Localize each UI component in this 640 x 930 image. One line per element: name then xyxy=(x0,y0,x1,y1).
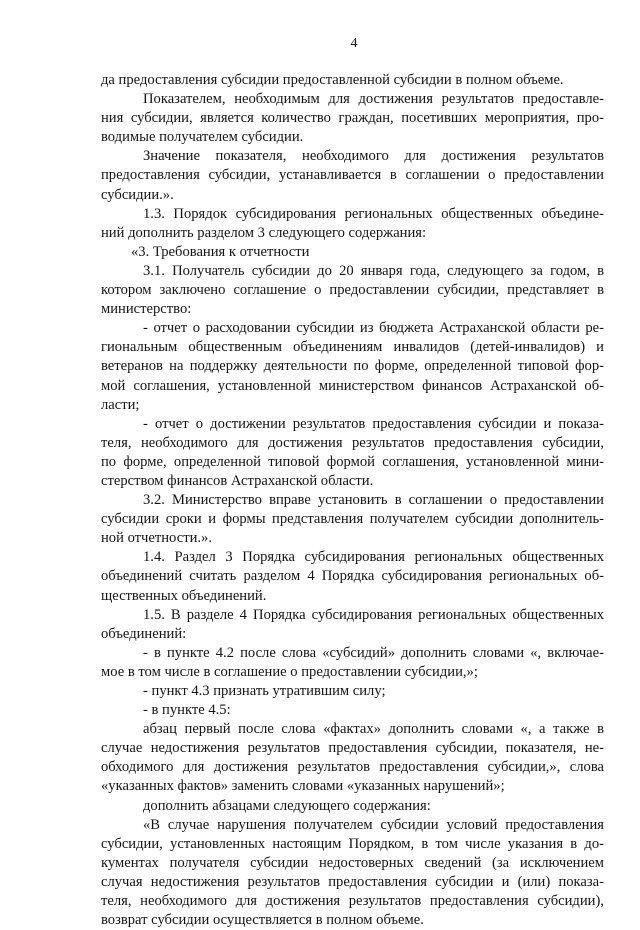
text-line: кументах получателя субсидии недостоверных сведений (за исключением xyxy=(101,854,604,871)
text-line: 1.5. В разделе 4 Порядка субсидирования региональных общественных xyxy=(143,606,604,623)
text-line: «3. Требования к отчетности xyxy=(131,243,310,260)
text-line: 3.2. Министерство вправе установить в соглашении о предоставлении xyxy=(143,492,604,509)
text-line: субсидии, установленных настоящим Порядком, в том числе указания в до- xyxy=(101,835,604,852)
text-line: Значение показателя, необходимого для достижения результатов xyxy=(143,148,604,165)
text-line: Показателем, необходимым для достижения результатов предоставле- xyxy=(143,91,604,108)
text-line: - отчет о достижении результатов предоставления субсидии и показа- xyxy=(143,415,604,432)
paragraph xyxy=(101,262,604,319)
paragraph xyxy=(101,491,604,548)
text-line: котором заключено соглашение о предоставлении субсидии, представляет в xyxy=(101,282,604,299)
text-line: 1.4. Раздел 3 Порядка субсидирования региональных общественных xyxy=(143,549,604,566)
text-line: теля, необходимого для достижения результатов предоставления субсидии, xyxy=(101,434,604,451)
text-line: 1.3. Порядок субсидирования региональных общественных объедине- xyxy=(143,205,604,222)
text-line: «указанных фактов» заменить словами «указанных нарушений»; xyxy=(101,778,505,795)
text-line: ния субсидии, является количество граждан, посетивших мероприятия, про- xyxy=(101,110,604,127)
paragraph xyxy=(101,720,604,796)
paragraph xyxy=(101,71,604,90)
paragraph xyxy=(101,682,604,701)
text-line: министерство: xyxy=(101,301,192,318)
text-line: мой соглашения, установленной министерством финансов Астраханской об- xyxy=(101,377,604,394)
paragraph xyxy=(101,644,604,682)
page-number: 4 xyxy=(350,36,358,51)
paragraph xyxy=(101,319,604,414)
text-line: ветеранов на поддержку деятельности по форме, определенной типовой фор- xyxy=(101,358,604,375)
text-line: гиональным общественным объединениям инвалидов (детей-инвалидов) и xyxy=(101,339,604,356)
text-line: ной отчетности.». xyxy=(101,530,212,547)
text-line: по форме, определенной типовой формой соглашения, установленной мини- xyxy=(101,453,604,470)
paragraph xyxy=(101,147,604,204)
text-line: - в пункте 4.2 после слова «субсидий» дополнить словами «, включае- xyxy=(143,644,604,661)
text-line: теля, необходимого для достижения результатов предоставления субсидии), xyxy=(101,893,604,910)
paragraph xyxy=(101,606,604,644)
text-line: субсидии.». xyxy=(101,186,174,203)
text-line: ний дополнить разделом 3 следующего содержания: xyxy=(101,224,427,241)
text-line: предоставления субсидии, устанавливается в соглашении о предоставлении xyxy=(101,167,604,184)
text-line: ласти; xyxy=(101,396,140,413)
text-line: мое в том числе в соглашение о предоставлении субсидии,»; xyxy=(101,663,478,680)
text-line: абзац первый после слова «фактах» дополнить словами «, а также в xyxy=(143,721,604,738)
text-line: - в пункте 4.5: xyxy=(143,702,231,719)
paragraph xyxy=(101,205,604,243)
text-line: 3.1. Получатель субсидии до 20 января года, следующего за годом, в xyxy=(143,262,604,279)
text-line: субсидии сроки и формы представления получателем субсидии дополнитель- xyxy=(101,511,604,528)
paragraph xyxy=(101,816,604,930)
text-line: случая недостижения результатов предоставления субсидии и (или) показа- xyxy=(101,873,604,890)
text-line: щественных объединений. xyxy=(101,587,267,604)
document-body xyxy=(101,71,604,930)
text-line: водимые получателем субсидии. xyxy=(101,129,304,146)
text-line: стерством финансов Астраханской области. xyxy=(101,472,374,489)
text-line: объединений считать разделом 4 Порядка субсидирования региональных об- xyxy=(101,568,604,585)
section-heading xyxy=(101,243,604,262)
text-line: объединений: xyxy=(101,625,187,642)
text-line: возврат субсидии осуществляется в полном объеме. xyxy=(101,912,424,929)
paragraph xyxy=(101,415,604,491)
text-line: случае недостижения результатов предоставления субсидии, показателя, не- xyxy=(101,740,604,757)
paragraph xyxy=(101,701,604,720)
text-line: дополнить абзацами следующего содержания: xyxy=(143,797,431,814)
text-line: обходимого для достижения результатов предоставления субсидии,», слова xyxy=(101,759,604,776)
paragraph xyxy=(101,90,604,147)
text-line: «В случае нарушения получателем субсидии условий предоставления xyxy=(143,816,604,833)
text-line: - пункт 4.3 признать утратившим силу; xyxy=(143,683,386,699)
text-line: - отчет о расходовании субсидии из бюджета Астраханской области ре- xyxy=(143,320,604,337)
text-line: да предоставления субсидии предоставленной субсидии в полном объеме. xyxy=(101,72,564,88)
paragraph xyxy=(101,797,604,816)
paragraph xyxy=(101,548,604,605)
